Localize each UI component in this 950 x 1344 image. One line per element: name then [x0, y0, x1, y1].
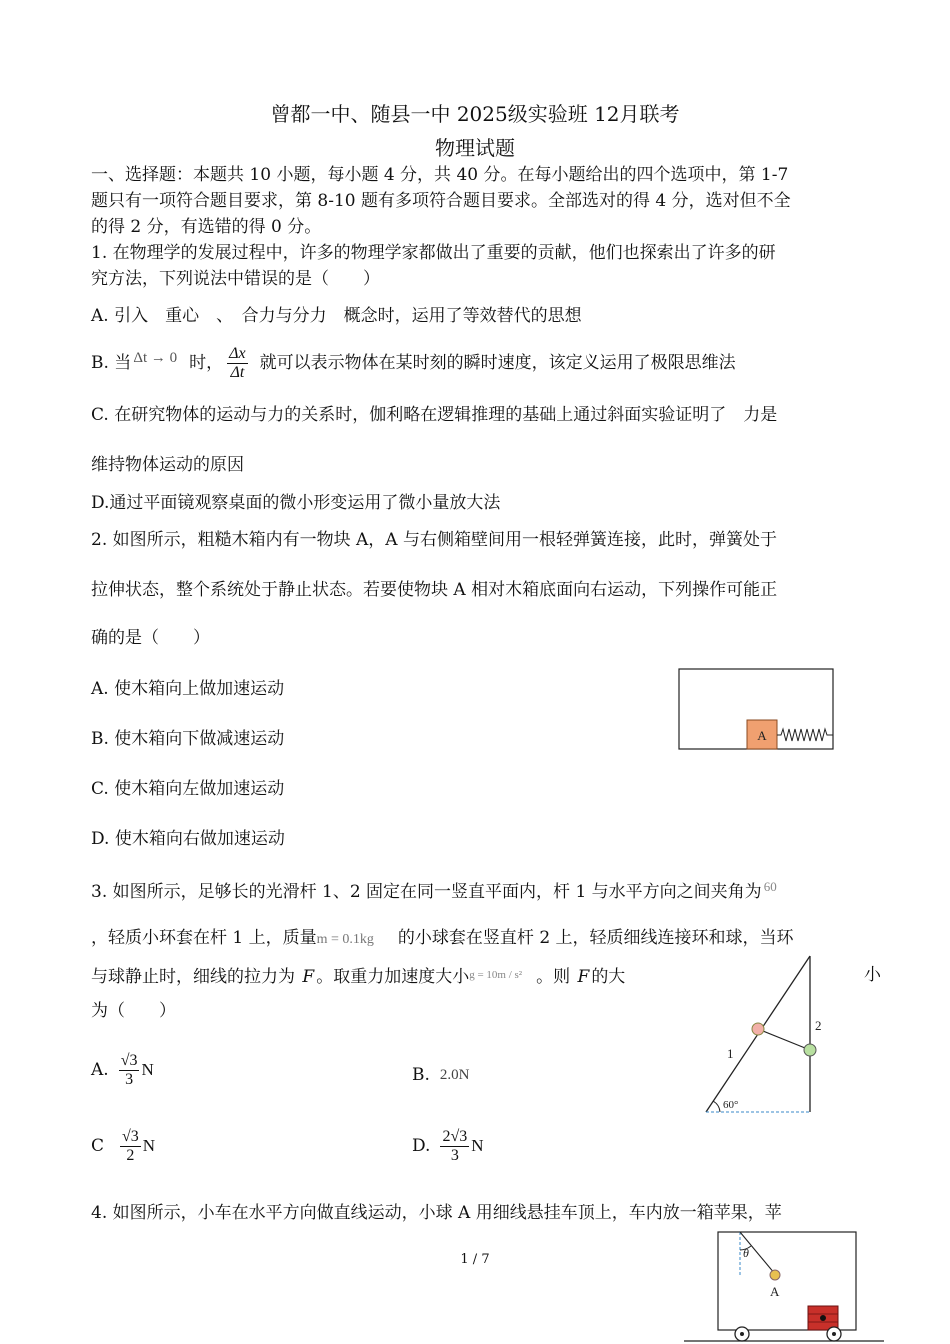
- q3-stem-line3d: 的大: [591, 967, 626, 987]
- q2-stem-line1: 2. 如图所示，粗糙木箱内有一物块 A，A 与右侧箱壁间用一根轻弹簧连接，此时，弹簧处于: [91, 530, 777, 550]
- section-instructions-line1: 一、选择题：本题共 10 小题，每小题 4 分，共 40 分。在每小题给出的四个选项中，第 1-7: [91, 165, 789, 185]
- q3-stem-line2b: 的小球套在竖直杆 2 上，轻质细线连接环和球，当环: [397, 928, 794, 948]
- page-number: 1 / 7: [460, 1252, 490, 1267]
- ball-a-label: A: [770, 1284, 780, 1299]
- q2-stem-line2: 拉伸状态，整个系统处于静止状态。若要使物块 A 相对木箱底面向右运动，下列操作可能正: [91, 580, 778, 600]
- q3-stem-line3a: 与球静止时，细线的拉力为: [91, 967, 295, 987]
- q1-option-b-prefix: B. 当: [91, 353, 132, 373]
- q3-rods-diagram: [690, 950, 840, 1120]
- q3-option-c: [91, 1120, 155, 1172]
- q1-option-c-line1: C. 在研究物体的运动与力的关系时，伽利略在逻辑推理的基础上通过斜面实验证明了 力是: [91, 405, 778, 425]
- q3-option-a-fraction: [119, 1052, 140, 1089]
- rod-1-label: 1: [727, 1046, 734, 1061]
- q4-cart-diagram: [684, 1228, 884, 1344]
- q3-option-b: [412, 1064, 470, 1086]
- q3-option-d: [412, 1120, 484, 1172]
- thin-string: [758, 1029, 810, 1050]
- left-wheel-hub: [740, 1332, 744, 1336]
- fraction-denominator: Δt: [230, 363, 245, 381]
- section-instructions-line2: 题只有一项符合题目要求，第 8-10 题有多项符合题目要求。全部选对的得 4 分，选对但不全: [91, 191, 791, 211]
- fraction-numerator: Δx: [229, 344, 246, 362]
- q3-option-c-fraction: [120, 1128, 141, 1165]
- q2-option-c: C. 使木箱向左做加速运动: [91, 779, 285, 799]
- q1-option-b-condition: Δt → 0: [133, 350, 178, 366]
- q1-option-a: A. 引入 重心 、 合力与分力 概念时，运用了等效替代的思想: [91, 306, 582, 326]
- small-ball: [804, 1044, 816, 1056]
- section-instructions-line3: 的得 2 分，有选错的得 0 分。: [91, 217, 322, 237]
- fraction-denominator: 3: [125, 1070, 134, 1088]
- q1-option-b-fraction: [227, 345, 248, 382]
- q3-option-a-label: A.: [91, 1060, 109, 1080]
- fraction-denominator: 2: [126, 1146, 135, 1164]
- rod-2-label: 2: [815, 1018, 822, 1033]
- q3-option-b-label: B.: [412, 1065, 430, 1085]
- fraction-numerator: √3: [122, 1127, 139, 1145]
- q3-option-a: [91, 1044, 154, 1096]
- q3-stem-line4: 为（ ）: [91, 1001, 176, 1021]
- q2-option-a: A. 使木箱向上做加速运动: [91, 679, 285, 699]
- q3-force-symbol: F: [302, 967, 315, 987]
- q2-option-b: B. 使木箱向下做减速运动: [91, 729, 285, 749]
- q3-stem-line3b: 。取重力加速度大小: [316, 967, 470, 987]
- q2-stem-line3: 确的是（ ）: [91, 628, 210, 648]
- q3-option-d-fraction: [440, 1128, 469, 1165]
- q3-stem-line1: [91, 876, 777, 903]
- angle-arc: [713, 1101, 720, 1112]
- exam-title: 曾都一中、随县一中 2025级实验班 12月联考: [270, 102, 680, 126]
- right-wheel-hub: [832, 1332, 836, 1336]
- q4-stem-line1: 4. 如图所示，小车在水平方向做直线运动，小球 A 用细线悬挂车顶上，车内放一箱苹果，苹: [91, 1203, 782, 1223]
- fraction-numerator: 2√3: [442, 1127, 468, 1145]
- q3-option-d-label: D.: [412, 1136, 431, 1156]
- q1-stem-line1: 1. 在物理学的发展过程中，许多的物理学家都做出了重要的贡献，他们也探索出了许多的研: [91, 243, 776, 263]
- q1-option-c-line2: 维持物体运动的原因: [91, 455, 244, 475]
- q3-option-a-unit: N: [141, 1060, 154, 1079]
- q1-stem-line2: 究方法，下列说法中错误的是（ ）: [91, 269, 380, 289]
- q1-option-d: D.通过平面镜观察桌面的微小形变运用了微小量放大法: [91, 493, 501, 513]
- q1-option-b-text: 就可以表示物体在某时刻的瞬时速度，该定义运用了极限思维法: [259, 353, 736, 373]
- q3-option-d-unit: N: [471, 1136, 484, 1155]
- q1-option-b-mid: 时，: [189, 353, 224, 373]
- apple-marker: [820, 1315, 826, 1321]
- q3-option-c-unit: N: [142, 1136, 156, 1155]
- exam-subtitle: 物理试题: [435, 136, 515, 160]
- q3-angle-value: 60: [763, 879, 777, 894]
- q3-gravity: g = 10m / s²: [469, 969, 523, 981]
- q3-force-symbol-2: F: [577, 967, 590, 987]
- spring: [777, 729, 833, 741]
- q2-option-d: D. 使木箱向右做加速运动: [91, 829, 285, 849]
- q3-stem-line1-text: 3. 如图所示，足够长的光滑杆 1、2 固定在同一竖直平面内，杆 1 与水平方向之间夹角为: [91, 882, 762, 902]
- theta-label: θ: [743, 1246, 749, 1260]
- light-ring: [752, 1023, 764, 1035]
- q3-stem-line2: [91, 927, 794, 951]
- q3-option-c-label: C: [91, 1136, 105, 1156]
- fraction-denominator: 3: [450, 1146, 459, 1164]
- fraction-numerator: √3: [120, 1051, 138, 1069]
- q3-stem-line3e: 小: [864, 965, 881, 985]
- q3-option-b-value: 2.0N: [439, 1067, 470, 1083]
- block-a-label: A: [757, 728, 767, 743]
- q1-option-b: [91, 342, 736, 384]
- q3-mass: m = 0.1kg: [316, 932, 374, 947]
- q3-stem-line2a: ，轻质小环套在杆 1 上，质量: [91, 928, 317, 948]
- angle-label: 60°: [723, 1099, 739, 1111]
- q3-stem-line3c: 。则: [536, 967, 571, 987]
- q2-box-diagram: [676, 666, 838, 754]
- ball-a: [770, 1270, 780, 1280]
